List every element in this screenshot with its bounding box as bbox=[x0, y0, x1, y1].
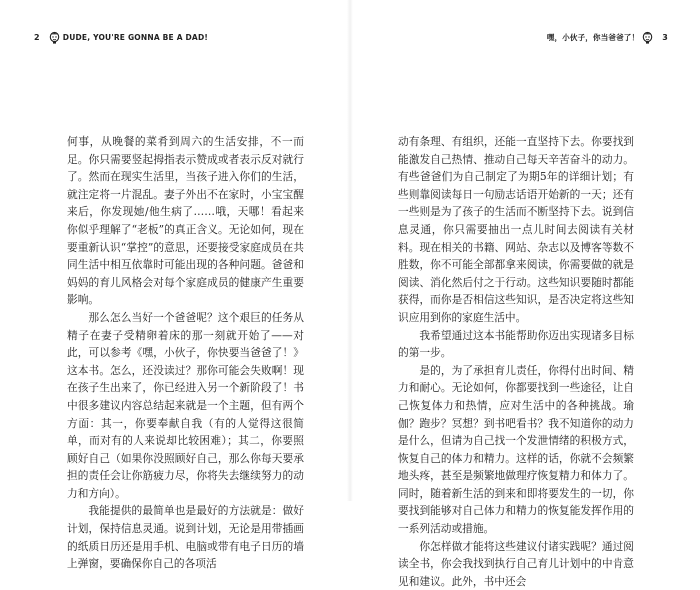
running-head: 嘿，小伙子，你当爸爸了！ bbox=[546, 32, 640, 42]
paragraph: 何事，从晚餐的菜肴到周六的生活安排，不一而足。你只需要竖起拇指表示赞成或者表示反对就行了。然而在现实生活里，当孩子进入你们的生活，就注定将一片混乱。妻子外出不在家时，小宝宝醒来后，你发现她/他生病了……哦，天哪！看起来你似乎理解了“老板”的真正含义。无论如何，现在要重新认识“掌控”的意思，还要接受家庭成员在共同生活中相互依靠时可能出现的各种问题。爸爸和妈妈的育儿风格会对每个家庭成员的健康产生重要影响。 bbox=[67, 135, 304, 307]
page-number: 3 bbox=[662, 32, 668, 42]
left-page bbox=[0, 0, 350, 571]
paragraph: 你怎样做才能将这些建议付诸实践呢？通过阅读全书，你会我找到执行自己育儿计划中的中肯意见和建议。此外，书中还会 bbox=[398, 539, 634, 588]
page-number: 2 bbox=[34, 32, 40, 42]
left-page-header bbox=[28, 28, 208, 46]
paragraph: 那么怎么当好一个爸爸呢？这个艰巨的任务从精子在妻子受精卵着床的那一刻就开始了——对此，可以参考《嘿，小伙子，你快要当爸爸了！》这本书。怎么，还没读过？那你可能会失败啊！现在孩子生出来了，你已经进入另一个新阶段了！书中很多建议内容总结起来就是一个主题，但有两个方面：其一，你要奉献自我（有的人觉得这很简单，而对有的人来说却比较困难）；其二，你要照顾好自己（如果你没照顾好自己，那么你每天要承担的责任会让你筋疲力尽，你将失去继续努力的动力和方向）。 bbox=[67, 310, 304, 500]
left-body-text bbox=[67, 133, 304, 573]
paragraph: 我能提供的最简单也是最好的方法就是：做好计划，保持信息灵通。说到计划，无论是用带插画的纸质日历还是用手机、电脑或带有电子日历的墙上弹窗，要确保你自己的各项活 bbox=[67, 504, 304, 571]
paragraph: 是的，为了承担育儿责任，你得付出时间、精力和耐心。无论如何，你都要找到一些途径，让自己恢复体力和热情，应对生活中的各种挑战。瑜伽？跑步？冥想？到书吧看书？我不知道你的动力是什么，但请为自己找一个发泄情绪的积极方式，恢复自己的体力和精力。这样的话，你就不会频繁地头疼，甚至是频繁地做理疗恢复精力和体力了。同时，随着新生活的到来和即将要发生的一切，你要找到能够对自己体力和精力的恢复能发挥作用的一系列活动或措施。 bbox=[398, 363, 634, 536]
baby-face-icon bbox=[642, 31, 653, 44]
paragraph: 我希望通过这本书能帮助你迈出实现诸多目标的第一步。 bbox=[398, 328, 634, 360]
running-head: DUDE, YOU'RE GONNA BE A DAD! bbox=[62, 32, 208, 42]
right-page-header bbox=[547, 28, 674, 46]
paragraph: 动有条理、有组织，还能一直坚持下去。你要找到能激发自己热情、推动自己每天辛苦奋斗的动力。有些爸爸们为自己制定了为期5年的详细计划；有些则靠阅读每日一句励志话语开始新的一天；还有一些则是为了孩子的生活而不断坚持下去。说到信息灵通，你只需要抽出一点儿时间去阅读有关材料。现在相关的书籍、网站、杂志以及博客等数不胜数，你不可能全部都拿来阅读，你需要做的就是阅读、消化然后付之于行动。这些知识要随时都能获得，而你是否相信这些知识，是否决定将这些知识应用到你的家庭生活中。 bbox=[398, 135, 634, 324]
right-page bbox=[350, 0, 700, 588]
baby-face-icon bbox=[49, 31, 60, 44]
right-body-text bbox=[398, 133, 634, 590]
